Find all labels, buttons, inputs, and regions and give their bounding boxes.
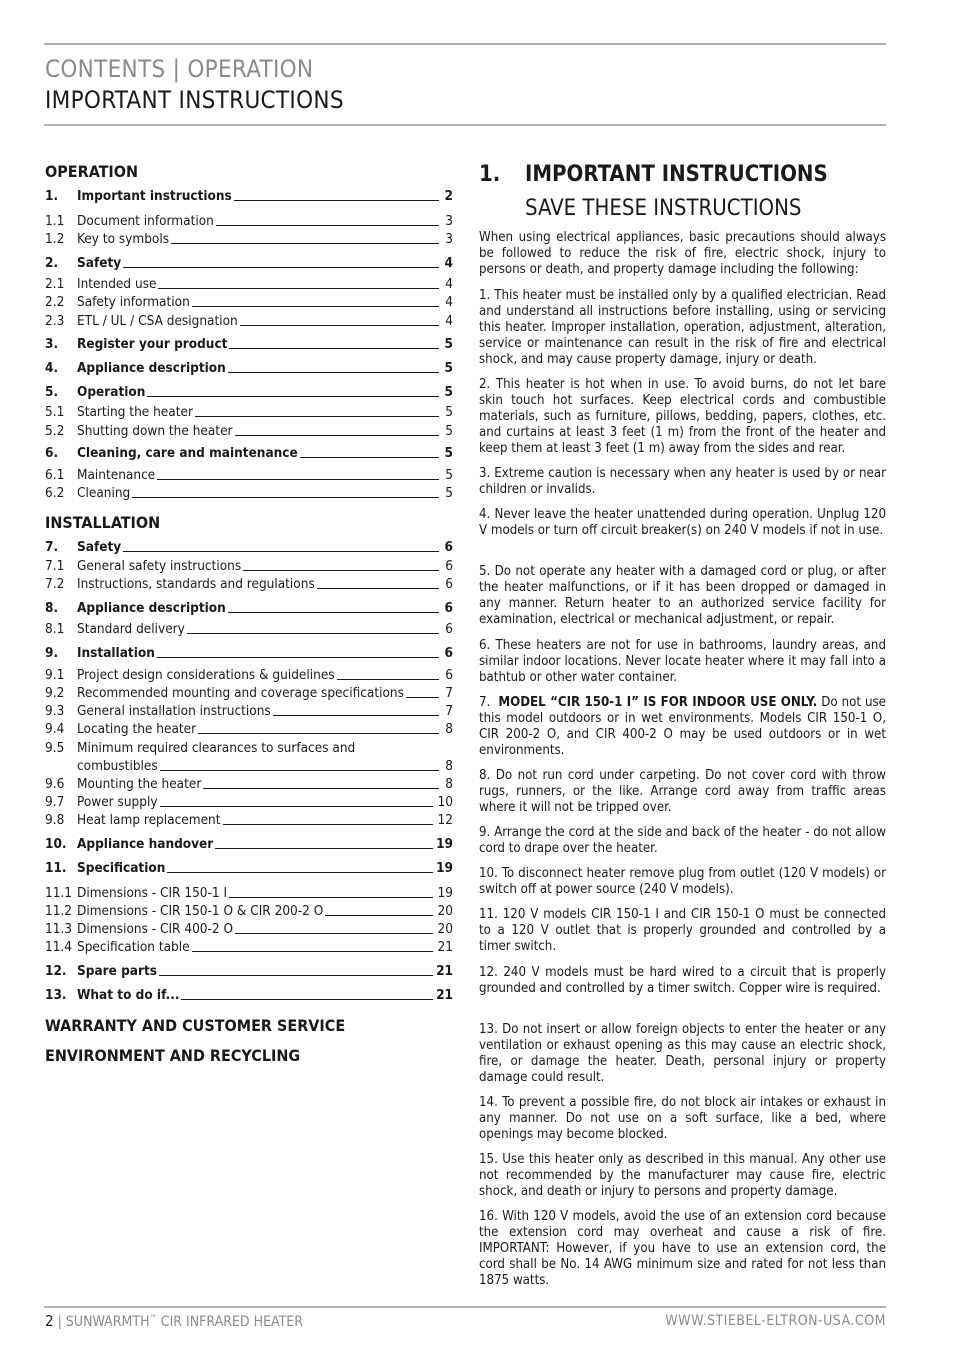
toc-page: 19 <box>437 885 453 901</box>
toc-page: 5 <box>445 467 453 483</box>
toc-title: Locating the heater <box>77 721 197 737</box>
toc-leader <box>192 306 439 307</box>
toc-title: General safety instructions <box>77 558 242 574</box>
instruction-15: 15. Use this heater only as described in this manual. Any other use not recommended by the manufacturer may cause fire, electric shock, and death or injury to persons and property damage. <box>479 1152 886 1199</box>
toc-entry-8[interactable] <box>45 600 453 616</box>
toc-leader <box>337 679 439 680</box>
toc-heading-operation: OPERATION <box>45 162 139 181</box>
toc-entry-6[interactable] <box>45 445 453 461</box>
toc-entry-3[interactable] <box>45 336 453 352</box>
toc-page: 5 <box>445 423 453 439</box>
toc-entry-9-1[interactable] <box>45 667 453 683</box>
toc-page: 5 <box>444 336 453 352</box>
toc-num: 5.1 <box>45 404 65 420</box>
toc-num: 1.2 <box>45 231 65 247</box>
toc-entry-7-2[interactable] <box>45 576 453 592</box>
toc-page: 21 <box>436 987 453 1003</box>
instruction-13: 13. Do not insert or allow foreign objects to enter the heater or any ventilation or exhaust opening as this may cause an electric shock, fire, or damage the heater. Death, personal injury or property damage could result. <box>479 1022 886 1085</box>
toc-leader <box>235 933 433 934</box>
toc-entry-11-1[interactable] <box>45 885 453 901</box>
footer-brand: SUNWARMTH <box>65 1314 150 1330</box>
toc-entry-4[interactable] <box>45 360 453 376</box>
toc-page: 20 <box>437 921 453 937</box>
toc-leader <box>160 770 439 771</box>
instruction-9: 9. Arrange the cord at the side and back of the heater - do not allow cord to drape over the heater. <box>479 825 886 856</box>
footer-separator: | <box>57 1314 62 1330</box>
toc-entry-12[interactable] <box>45 963 453 979</box>
header-rule <box>44 124 886 126</box>
toc-page: 4 <box>445 313 453 329</box>
toc-entry-7[interactable] <box>45 539 453 555</box>
toc-title: Installation <box>77 645 155 661</box>
toc-page: 6 <box>445 576 453 592</box>
toc-entry-1[interactable] <box>45 188 453 204</box>
toc-num: 7. <box>45 539 59 555</box>
instruction-14: 14. To prevent a possible fire, do not block air intakes or exhaust in any manner. Do not use on a soft surface, like a bed, where openings may become blocked. <box>479 1095 886 1142</box>
trademark-symbol: ™ <box>149 1313 157 1323</box>
instruction-8: 8. Do not run cord under carpeting. Do not cover cord with throw rugs, runners, or the like. Arrange cord away from traffic areas where it will not be tripped over. <box>479 768 886 815</box>
toc-title: Dimensions - CIR 400-2 O <box>77 921 234 937</box>
toc-num: 5. <box>45 384 59 400</box>
toc-entry-1-2[interactable] <box>45 231 453 247</box>
toc-leader <box>234 200 439 201</box>
toc-page: 19 <box>436 836 453 852</box>
toc-entry-5[interactable] <box>45 384 453 400</box>
instruction-16: 16. With 120 V models, avoid the use of an extension cord because the extension cord may overheat and cause a risk of fire. IMPORTANT: However, if you have to use an extension cord, the cord shall be No. 14 AWG minimum size and rated for not less than 1875 watts. <box>479 1209 886 1288</box>
intro-paragraph: When using electrical appliances, basic precautions should always be followed to reduce the risk of fire, electric shock, injury to persons or death, and property damage including the following: <box>479 230 886 277</box>
toc-entry-9[interactable] <box>45 645 453 661</box>
toc-title: General installation instructions <box>77 703 271 719</box>
section-number: 1. <box>479 162 501 187</box>
toc-title: Shutting down the heater <box>77 423 233 439</box>
toc-title: Spare parts <box>77 963 158 979</box>
toc-num: 2. <box>45 255 59 271</box>
toc-title: Project design considerations & guidelines <box>77 667 335 683</box>
toc-leader <box>243 570 439 571</box>
toc-num: 2.1 <box>45 276 65 292</box>
instruction-7-text: Do not use this model outdoors or in wet environments. Models CIR 150-1 O, CIR 200-2 O, and CIR 400-2 O may be used outdoors or in wet environments. <box>479 695 886 758</box>
toc-num: 11.3 <box>45 921 73 937</box>
toc-num: 2.3 <box>45 313 65 329</box>
toc-leader <box>123 267 439 268</box>
toc-entry-2-3[interactable] <box>45 313 453 329</box>
toc-num: 9.2 <box>45 685 65 701</box>
toc-title: Dimensions - CIR 150-1 O & CIR 200-2 O <box>77 903 324 919</box>
toc-num: 5.2 <box>45 423 65 439</box>
instruction-1: 1. This heater must be installed only by a qualified electrician. Read and understand all instructions before installing, using or servicing this heater. Improper installation, operation, adjustment, alteration, service or maintenance can result in the risk of fire and electrical shock, and may cause property damage, injury or death. <box>479 288 886 367</box>
toc-leader <box>147 396 439 397</box>
toc-num: 9.5 <box>45 740 65 756</box>
toc-entry-5-2[interactable] <box>45 423 453 439</box>
toc-leader <box>215 848 433 849</box>
toc-num: 9.6 <box>45 776 65 792</box>
toc-title: Power supply <box>77 794 158 810</box>
toc-title: Specification <box>77 860 166 876</box>
toc-entry-6-1[interactable] <box>45 467 453 483</box>
instruction-6: 6. These heaters are not for use in bathrooms, laundry areas, and similar indoor locations. Never locate heater where it may fall into a bathtub or other water container. <box>479 638 886 685</box>
toc-page: 5 <box>444 445 453 461</box>
toc-leader <box>160 806 433 807</box>
toc-page: 6 <box>445 558 453 574</box>
toc-title: Starting the heater <box>77 404 193 420</box>
toc-num: 1. <box>45 188 59 204</box>
toc-entry-11-4[interactable] <box>45 939 453 955</box>
toc-entry-13[interactable] <box>45 987 453 1003</box>
toc-title: Operation <box>77 384 146 400</box>
toc-page: 21 <box>437 939 453 955</box>
toc-num: 1.1 <box>45 213 65 229</box>
instruction-7-warning: MODEL “CIR 150-1 I” IS FOR INDOOR USE ONLY. <box>498 695 818 710</box>
toc-entry-1-1[interactable] <box>45 213 453 229</box>
toc-page: 4 <box>445 276 453 292</box>
toc-title: Safety <box>77 255 122 271</box>
toc-page: 6 <box>444 600 453 616</box>
footer-url[interactable]: WWW.STIEBEL-ELTRON-USA.COM <box>665 1313 886 1329</box>
toc-leader <box>195 416 439 417</box>
toc-title: Intended use <box>77 276 157 292</box>
toc-page: 5 <box>444 360 453 376</box>
section-heading <box>479 162 828 187</box>
toc-leader <box>171 243 439 244</box>
section-title: IMPORTANT INSTRUCTIONS <box>525 162 828 187</box>
toc-num: 6. <box>45 445 59 461</box>
instruction-4: 4. Never leave the heater unattended during operation. Unplug 120 V models or turn off circuit breaker(s) on 240 V models if not in use. <box>479 507 886 538</box>
toc-entry-2-1[interactable] <box>45 276 453 292</box>
toc-page: 20 <box>437 903 453 919</box>
toc-page: 21 <box>436 963 453 979</box>
toc-leader <box>216 225 439 226</box>
toc-leader <box>406 697 439 698</box>
toc-title: Safety information <box>77 294 190 310</box>
toc-title: Heat lamp replacement <box>77 812 221 828</box>
toc-page: 12 <box>437 812 453 828</box>
toc-num: 9.4 <box>45 721 65 737</box>
toc-entry-9-6[interactable] <box>45 776 453 792</box>
toc-num: 8.1 <box>45 621 65 637</box>
toc-title: Standard delivery <box>77 621 185 637</box>
toc-leader <box>273 715 439 716</box>
toc-page: 8 <box>445 758 453 774</box>
toc-page: 7 <box>445 703 453 719</box>
toc-title: Mounting the heater <box>77 776 202 792</box>
toc-title: Appliance description <box>77 600 226 616</box>
toc-title: Recommended mounting and coverage specifications <box>77 685 404 701</box>
toc-num: 10. <box>45 836 67 852</box>
footer-rule <box>44 1306 886 1308</box>
toc-leader <box>223 824 433 825</box>
toc-heading-warranty[interactable]: WARRANTY AND CUSTOMER SERVICE <box>45 1016 346 1035</box>
toc-num: 4. <box>45 360 59 376</box>
toc-leader <box>228 612 439 613</box>
toc-page: 4 <box>444 255 453 271</box>
toc-title: ETL / UL / CSA designation <box>77 313 238 329</box>
toc-num: 9.3 <box>45 703 65 719</box>
header-page-title: IMPORTANT INSTRUCTIONS <box>45 86 344 114</box>
instruction-2: 2. This heater is hot when in use. To avoid burns, do not let bare skin touch hot surfaces. Keep electrical cords and combustible materials, such as furniture, pillows, bedding, papers, clothes, etc. and curtains at least 3 feet (1 m) from the front of the heater and keep them at least 3 feet (1 m) away from the sides and rear. <box>479 377 886 456</box>
toc-page: 5 <box>445 485 453 501</box>
toc-leader <box>157 479 439 480</box>
toc-title: Instructions, standards and regulations <box>77 576 315 592</box>
toc-page: 3 <box>445 213 453 229</box>
toc-page: 19 <box>436 860 453 876</box>
toc-entry-9-5-cont[interactable] <box>45 758 453 774</box>
toc-entry-9-5[interactable] <box>45 740 453 756</box>
toc-leader <box>228 372 439 373</box>
toc-page: 6 <box>444 645 453 661</box>
toc-title: What to do if... <box>77 987 180 1003</box>
toc-page: 4 <box>445 294 453 310</box>
toc-title: Safety <box>77 539 122 555</box>
toc-leader <box>198 733 439 734</box>
instruction-10: 10. To disconnect heater remove plug from outlet (120 V models) or switch off at power source (240 V models). <box>479 866 886 897</box>
toc-num: 11. <box>45 860 67 876</box>
toc-leader <box>187 633 439 634</box>
toc-leader <box>132 497 439 498</box>
toc-page: 5 <box>445 404 453 420</box>
toc-num: 7.2 <box>45 576 65 592</box>
toc-num: 9.8 <box>45 812 65 828</box>
toc-leader <box>167 872 433 873</box>
toc-title: Cleaning <box>77 485 131 501</box>
toc-leader <box>158 288 439 289</box>
toc-leader <box>235 435 439 436</box>
toc-entry-2[interactable] <box>45 255 453 271</box>
instruction-7 <box>479 695 886 759</box>
toc-page: 3 <box>445 231 453 247</box>
toc-entry-11-3[interactable] <box>45 921 453 937</box>
instruction-5: 5. Do not operate any heater with a damaged cord or plug, or after the heater malfunctions, or if it has been dropped or damaged in any manner. Return heater to an authorized service facility for examination, electrical or mechanical adjustment, or repair. <box>479 564 886 627</box>
toc-leader <box>181 999 433 1000</box>
header-section-title: CONTENTS | OPERATION <box>45 55 314 83</box>
toc-page: 2 <box>444 188 453 204</box>
toc-entry-8-1[interactable] <box>45 621 453 637</box>
toc-num: 9.1 <box>45 667 65 683</box>
toc-num: 6.1 <box>45 467 65 483</box>
toc-leader <box>229 897 433 898</box>
toc-entry-5-1[interactable] <box>45 404 453 420</box>
toc-leader <box>229 348 439 349</box>
toc-leader <box>203 788 439 789</box>
instruction-7-number: 7. <box>479 695 491 710</box>
toc-page: 6 <box>445 667 453 683</box>
toc-entry-6-2[interactable] <box>45 485 453 501</box>
instruction-11: 11. 120 V models CIR 150-1 I and CIR 150-1 O must be connected to a 120 V outlet that is properly grounded and controlled by a timer switch. <box>479 907 886 954</box>
toc-leader <box>240 325 439 326</box>
toc-title: Key to symbols <box>77 231 170 247</box>
toc-title: Minimum required clearances to surfaces and <box>77 740 356 756</box>
toc-num: 12. <box>45 963 67 979</box>
toc-title: Specification table <box>77 939 190 955</box>
toc-num: 11.4 <box>45 939 73 955</box>
toc-title: Register your product <box>77 336 228 352</box>
toc-num: 11.1 <box>45 885 73 901</box>
toc-leader <box>159 975 433 976</box>
toc-title: Cleaning, care and maintenance <box>77 445 298 461</box>
top-rule <box>44 43 886 45</box>
toc-num: 2.2 <box>45 294 65 310</box>
toc-entry-11[interactable] <box>45 860 453 876</box>
page-number: 2 <box>45 1312 54 1330</box>
toc-page: 6 <box>444 539 453 555</box>
footer-product-name: CIR INFRARED HEATER <box>156 1314 303 1330</box>
toc-leader <box>157 657 439 658</box>
toc-num: 11.2 <box>45 903 73 919</box>
toc-num: 3. <box>45 336 59 352</box>
toc-num: 9.7 <box>45 794 65 810</box>
toc-leader <box>325 915 433 916</box>
toc-num: 9. <box>45 645 59 661</box>
toc-page: 6 <box>445 621 453 637</box>
toc-heading-installation: INSTALLATION <box>45 513 161 532</box>
toc-page: 10 <box>437 794 453 810</box>
section-subheading: SAVE THESE INSTRUCTIONS <box>525 196 802 221</box>
toc-page: 8 <box>445 776 453 792</box>
toc-page: 7 <box>445 685 453 701</box>
toc-entry-9-8[interactable] <box>45 812 453 828</box>
toc-title: combustibles <box>77 758 158 774</box>
toc-num: 7.1 <box>45 558 65 574</box>
toc-title: Maintenance <box>77 467 156 483</box>
toc-entry-2-2[interactable] <box>45 294 453 310</box>
toc-title: Dimensions - CIR 150-1 I <box>77 885 228 901</box>
toc-num: 6.2 <box>45 485 65 501</box>
toc-page: 5 <box>444 384 453 400</box>
toc-leader <box>317 588 439 589</box>
toc-num: 13. <box>45 987 67 1003</box>
toc-entry-9-7[interactable] <box>45 794 453 810</box>
toc-title: Appliance description <box>77 360 226 376</box>
footer-product <box>45 1312 303 1330</box>
toc-title: Important instructions <box>77 188 232 204</box>
toc-entry-9-2[interactable] <box>45 685 453 701</box>
toc-entry-9-4[interactable] <box>45 721 453 737</box>
toc-leader <box>300 457 439 458</box>
toc-entry-9-3[interactable] <box>45 703 453 719</box>
toc-entry-10[interactable] <box>45 836 453 852</box>
toc-title: Document information <box>77 213 214 229</box>
toc-leader <box>192 951 433 952</box>
toc-entry-11-2[interactable] <box>45 903 453 919</box>
toc-entry-7-1[interactable] <box>45 558 453 574</box>
instruction-12: 12. 240 V models must be hard wired to a circuit that is properly grounded and controlled by a timer switch. Copper wire is required. <box>479 965 886 996</box>
toc-page: 8 <box>445 721 453 737</box>
toc-num: 8. <box>45 600 59 616</box>
instruction-3: 3. Extreme caution is necessary when any heater is used by or near children or invalids. <box>479 466 886 497</box>
toc-heading-environment[interactable]: ENVIRONMENT AND RECYCLING <box>45 1046 301 1065</box>
toc-title: Appliance handover <box>77 836 214 852</box>
toc-leader <box>123 551 439 552</box>
